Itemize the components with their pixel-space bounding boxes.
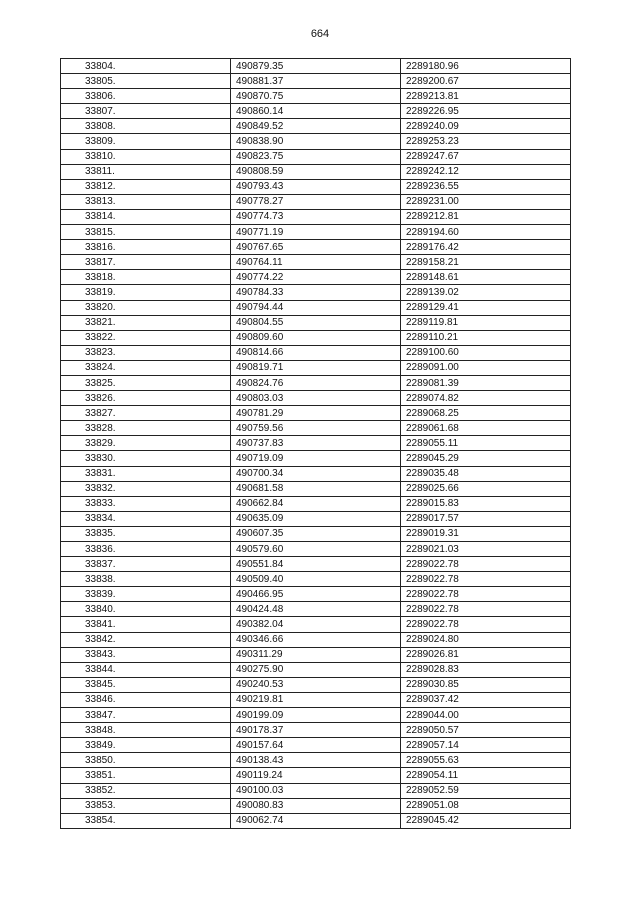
point-number-cell: 33846. [61, 692, 231, 707]
point-number-cell: 33824. [61, 360, 231, 375]
x-coordinate-cell: 490771.19 [231, 225, 401, 240]
y-coordinate-cell: 2289148.61 [401, 270, 571, 285]
point-number-cell: 33835. [61, 526, 231, 541]
x-coordinate-cell: 490823.75 [231, 149, 401, 164]
x-coordinate-cell: 490579.60 [231, 542, 401, 557]
y-coordinate-cell: 2289026.81 [401, 647, 571, 662]
point-number-cell: 33839. [61, 587, 231, 602]
table-row [61, 572, 571, 587]
point-number-cell: 33826. [61, 391, 231, 406]
y-coordinate-cell: 2289052.59 [401, 783, 571, 798]
table-row [61, 496, 571, 511]
table-row [61, 134, 571, 149]
point-number-cell: 33822. [61, 330, 231, 345]
y-coordinate-cell: 2289045.29 [401, 451, 571, 466]
y-coordinate-cell: 2289050.57 [401, 723, 571, 738]
point-number-cell: 33833. [61, 496, 231, 511]
y-coordinate-cell: 2289054.11 [401, 768, 571, 783]
x-coordinate-cell: 490870.75 [231, 89, 401, 104]
x-coordinate-cell: 490157.64 [231, 738, 401, 753]
y-coordinate-cell: 2289035.48 [401, 466, 571, 481]
table-row [61, 451, 571, 466]
point-number-cell: 33813. [61, 194, 231, 209]
table-row [61, 662, 571, 677]
coordinates-table-body [61, 59, 571, 829]
x-coordinate-cell: 490774.73 [231, 209, 401, 224]
table-row [61, 149, 571, 164]
y-coordinate-cell: 2289119.81 [401, 315, 571, 330]
x-coordinate-cell: 490764.11 [231, 255, 401, 270]
y-coordinate-cell: 2289074.82 [401, 391, 571, 406]
table-row [61, 542, 571, 557]
y-coordinate-cell: 2289057.14 [401, 738, 571, 753]
y-coordinate-cell: 2289022.78 [401, 617, 571, 632]
x-coordinate-cell: 490346.66 [231, 632, 401, 647]
table-row [61, 723, 571, 738]
y-coordinate-cell: 2289017.57 [401, 511, 571, 526]
y-coordinate-cell: 2289061.68 [401, 421, 571, 436]
table-row [61, 617, 571, 632]
x-coordinate-cell: 490819.71 [231, 360, 401, 375]
x-coordinate-cell: 490607.35 [231, 526, 401, 541]
coordinates-table [60, 58, 571, 829]
y-coordinate-cell: 2289213.81 [401, 89, 571, 104]
x-coordinate-cell: 490509.40 [231, 572, 401, 587]
y-coordinate-cell: 2289253.23 [401, 134, 571, 149]
table-row [61, 587, 571, 602]
y-coordinate-cell: 2289068.25 [401, 406, 571, 421]
table-row [61, 255, 571, 270]
x-coordinate-cell: 490219.81 [231, 692, 401, 707]
point-number-cell: 33841. [61, 617, 231, 632]
y-coordinate-cell: 2289226.95 [401, 104, 571, 119]
table-row [61, 330, 571, 345]
table-row [61, 406, 571, 421]
y-coordinate-cell: 2289024.80 [401, 632, 571, 647]
y-coordinate-cell: 2289242.12 [401, 164, 571, 179]
y-coordinate-cell: 2289055.63 [401, 753, 571, 768]
table-row [61, 104, 571, 119]
table-row [61, 194, 571, 209]
x-coordinate-cell: 490774.22 [231, 270, 401, 285]
x-coordinate-cell: 490793.43 [231, 179, 401, 194]
x-coordinate-cell: 490803.03 [231, 391, 401, 406]
point-number-cell: 33819. [61, 285, 231, 300]
y-coordinate-cell: 2289022.78 [401, 587, 571, 602]
point-number-cell: 33838. [61, 572, 231, 587]
x-coordinate-cell: 490879.35 [231, 59, 401, 74]
x-coordinate-cell: 490814.66 [231, 345, 401, 360]
table-row [61, 753, 571, 768]
table-row [61, 738, 571, 753]
table-row [61, 89, 571, 104]
x-coordinate-cell: 490804.55 [231, 315, 401, 330]
point-number-cell: 33842. [61, 632, 231, 647]
table-row [61, 315, 571, 330]
x-coordinate-cell: 490275.90 [231, 662, 401, 677]
y-coordinate-cell: 2289055.11 [401, 436, 571, 451]
x-coordinate-cell: 490737.83 [231, 436, 401, 451]
point-number-cell: 33804. [61, 59, 231, 74]
y-coordinate-cell: 2289022.78 [401, 572, 571, 587]
table-row [61, 481, 571, 496]
point-number-cell: 33830. [61, 451, 231, 466]
table-row [61, 526, 571, 541]
point-number-cell: 33837. [61, 557, 231, 572]
x-coordinate-cell: 490424.48 [231, 602, 401, 617]
y-coordinate-cell: 2289194.60 [401, 225, 571, 240]
y-coordinate-cell: 2289025.66 [401, 481, 571, 496]
point-number-cell: 33852. [61, 783, 231, 798]
table-row [61, 813, 571, 828]
y-coordinate-cell: 2289022.78 [401, 602, 571, 617]
point-number-cell: 33823. [61, 345, 231, 360]
x-coordinate-cell: 490824.76 [231, 375, 401, 390]
table-row [61, 511, 571, 526]
point-number-cell: 33817. [61, 255, 231, 270]
x-coordinate-cell: 490119.24 [231, 768, 401, 783]
table-row [61, 270, 571, 285]
y-coordinate-cell: 2289158.21 [401, 255, 571, 270]
page-number: 664 [310, 28, 330, 40]
point-number-cell: 33849. [61, 738, 231, 753]
x-coordinate-cell: 490138.43 [231, 753, 401, 768]
point-number-cell: 33840. [61, 602, 231, 617]
point-number-cell: 33853. [61, 798, 231, 813]
x-coordinate-cell: 490794.44 [231, 300, 401, 315]
table-row [61, 798, 571, 813]
y-coordinate-cell: 2289176.42 [401, 240, 571, 255]
table-row [61, 783, 571, 798]
x-coordinate-cell: 490551.84 [231, 557, 401, 572]
table-row [61, 225, 571, 240]
y-coordinate-cell: 2289240.09 [401, 119, 571, 134]
table-row [61, 240, 571, 255]
point-number-cell: 33844. [61, 662, 231, 677]
table-row [61, 677, 571, 692]
point-number-cell: 33843. [61, 647, 231, 662]
point-number-cell: 33847. [61, 708, 231, 723]
y-coordinate-cell: 2289019.31 [401, 526, 571, 541]
y-coordinate-cell: 2289231.00 [401, 194, 571, 209]
table-row [61, 632, 571, 647]
y-coordinate-cell: 2289044.00 [401, 708, 571, 723]
y-coordinate-cell: 2289015.83 [401, 496, 571, 511]
x-coordinate-cell: 490662.84 [231, 496, 401, 511]
point-number-cell: 33808. [61, 119, 231, 134]
x-coordinate-cell: 490759.56 [231, 421, 401, 436]
y-coordinate-cell: 2289180.96 [401, 59, 571, 74]
point-number-cell: 33820. [61, 300, 231, 315]
point-number-cell: 33845. [61, 677, 231, 692]
y-coordinate-cell: 2289045.42 [401, 813, 571, 828]
point-number-cell: 33828. [61, 421, 231, 436]
point-number-cell: 33814. [61, 209, 231, 224]
x-coordinate-cell: 490781.29 [231, 406, 401, 421]
table-row [61, 692, 571, 707]
table-row [61, 345, 571, 360]
y-coordinate-cell: 2289110.21 [401, 330, 571, 345]
point-number-cell: 33807. [61, 104, 231, 119]
point-number-cell: 33815. [61, 225, 231, 240]
point-number-cell: 33810. [61, 149, 231, 164]
point-number-cell: 33805. [61, 74, 231, 89]
point-number-cell: 33812. [61, 179, 231, 194]
table-row [61, 360, 571, 375]
table-row [61, 119, 571, 134]
x-coordinate-cell: 490860.14 [231, 104, 401, 119]
table-row [61, 602, 571, 617]
y-coordinate-cell: 2289022.78 [401, 557, 571, 572]
table-row [61, 421, 571, 436]
x-coordinate-cell: 490778.27 [231, 194, 401, 209]
table-row [61, 647, 571, 662]
y-coordinate-cell: 2289051.08 [401, 798, 571, 813]
table-row [61, 557, 571, 572]
x-coordinate-cell: 490881.37 [231, 74, 401, 89]
table-row [61, 285, 571, 300]
point-number-cell: 33816. [61, 240, 231, 255]
table-row [61, 300, 571, 315]
table-row [61, 375, 571, 390]
y-coordinate-cell: 2289247.67 [401, 149, 571, 164]
x-coordinate-cell: 490311.29 [231, 647, 401, 662]
point-number-cell: 33809. [61, 134, 231, 149]
x-coordinate-cell: 490635.09 [231, 511, 401, 526]
x-coordinate-cell: 490466.95 [231, 587, 401, 602]
x-coordinate-cell: 490849.52 [231, 119, 401, 134]
x-coordinate-cell: 490062.74 [231, 813, 401, 828]
table-row [61, 768, 571, 783]
x-coordinate-cell: 490681.58 [231, 481, 401, 496]
point-number-cell: 33848. [61, 723, 231, 738]
y-coordinate-cell: 2289212.81 [401, 209, 571, 224]
point-number-cell: 33831. [61, 466, 231, 481]
x-coordinate-cell: 490080.83 [231, 798, 401, 813]
x-coordinate-cell: 490700.34 [231, 466, 401, 481]
point-number-cell: 33850. [61, 753, 231, 768]
point-number-cell: 33811. [61, 164, 231, 179]
y-coordinate-cell: 2289139.02 [401, 285, 571, 300]
point-number-cell: 33821. [61, 315, 231, 330]
x-coordinate-cell: 490719.09 [231, 451, 401, 466]
y-coordinate-cell: 2289037.42 [401, 692, 571, 707]
table-row [61, 179, 571, 194]
x-coordinate-cell: 490809.60 [231, 330, 401, 345]
x-coordinate-cell: 490808.59 [231, 164, 401, 179]
point-number-cell: 33854. [61, 813, 231, 828]
point-number-cell: 33834. [61, 511, 231, 526]
table-row [61, 466, 571, 481]
table-row [61, 59, 571, 74]
y-coordinate-cell: 2289236.55 [401, 179, 571, 194]
x-coordinate-cell: 490838.90 [231, 134, 401, 149]
x-coordinate-cell: 490784.33 [231, 285, 401, 300]
x-coordinate-cell: 490767.65 [231, 240, 401, 255]
point-number-cell: 33806. [61, 89, 231, 104]
point-number-cell: 33836. [61, 542, 231, 557]
y-coordinate-cell: 2289100.60 [401, 345, 571, 360]
y-coordinate-cell: 2289200.67 [401, 74, 571, 89]
table-row [61, 391, 571, 406]
point-number-cell: 33827. [61, 406, 231, 421]
x-coordinate-cell: 490199.09 [231, 708, 401, 723]
table-row [61, 436, 571, 451]
point-number-cell: 33851. [61, 768, 231, 783]
table-row [61, 209, 571, 224]
point-number-cell: 33829. [61, 436, 231, 451]
table-row [61, 164, 571, 179]
x-coordinate-cell: 490382.04 [231, 617, 401, 632]
point-number-cell: 33818. [61, 270, 231, 285]
point-number-cell: 33825. [61, 375, 231, 390]
y-coordinate-cell: 2289081.39 [401, 375, 571, 390]
point-number-cell: 33832. [61, 481, 231, 496]
y-coordinate-cell: 2289030.85 [401, 677, 571, 692]
x-coordinate-cell: 490100.03 [231, 783, 401, 798]
y-coordinate-cell: 2289021.03 [401, 542, 571, 557]
y-coordinate-cell: 2289028.83 [401, 662, 571, 677]
table-row [61, 74, 571, 89]
x-coordinate-cell: 490178.37 [231, 723, 401, 738]
table-row [61, 708, 571, 723]
x-coordinate-cell: 490240.53 [231, 677, 401, 692]
y-coordinate-cell: 2289091.00 [401, 360, 571, 375]
y-coordinate-cell: 2289129.41 [401, 300, 571, 315]
